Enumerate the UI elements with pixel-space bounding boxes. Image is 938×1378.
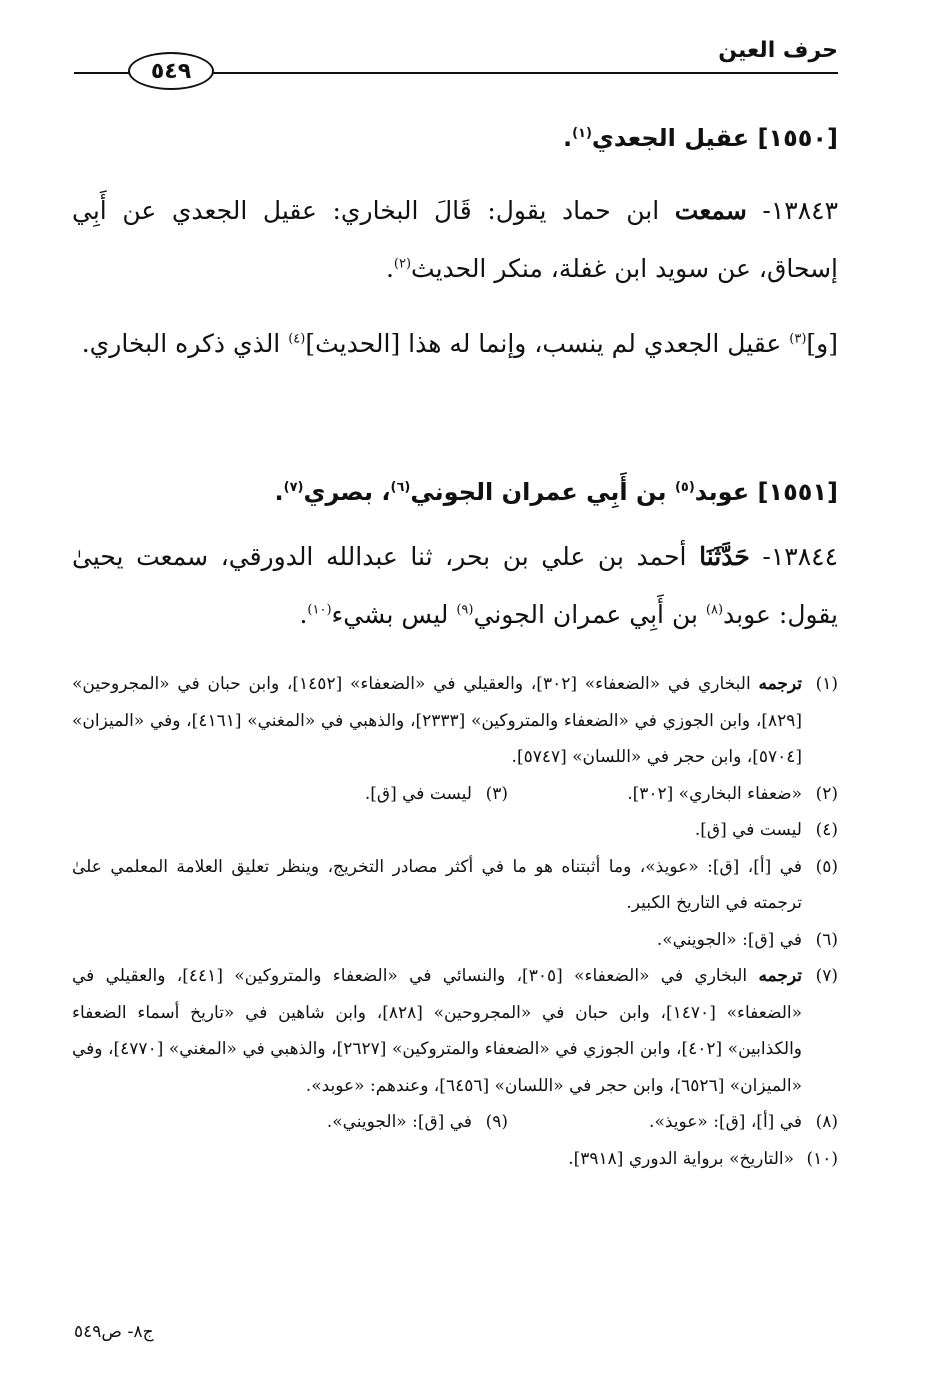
footnote-ref: (٨) [705,602,724,618]
footnote-6 [72,922,838,959]
footnote-text: في [أ]، [ق]: «عويذ»، وما أثبتناه هو ما في أكثر مصادر التخريج، وينظر تعليق العلامة المعلمي علىٰ ترجمته في التاريخ الكبير. [72,856,802,913]
footnote-ref: (١٠) [307,602,332,618]
footnote-number: (٥) [815,856,838,877]
footnote-ref: (٣) [789,331,807,347]
page-number: ٥٤٩ [150,58,192,84]
footnote-7 [72,958,838,1104]
paragraph-text: بن أَبِي عمران الجوني [473,600,698,629]
chapter-title: حرف العين [718,38,838,63]
paragraph-end: . [299,600,308,629]
entry-heading-1550: [١٥٥٠] عقيل الجعدي$^{(١)}$. [562,124,838,152]
footnote-number: (٦) [815,929,838,950]
footnote-4 [72,812,838,849]
entry-heading-1551 [72,478,838,506]
footnote-lead: ترجمه [758,966,802,986]
hadith-paragraph-13844 [72,528,838,644]
bracket-prefix: [و] [806,329,838,358]
footnote-number: (٧) [815,966,838,986]
footnote-text: «التاريخ» برواية الدوري [٣٩١٨]. [568,1148,794,1169]
footnote-number: (٨) [815,1112,838,1132]
footnote-3 [178,776,508,813]
footnote-pair-8-9 [72,1104,838,1141]
entry-name-cont: بن أَبِي عمران الجوني [410,478,667,506]
paragraph-end: . [385,254,394,283]
footnote-9 [178,1104,508,1141]
footnote-ref: (٩) [456,602,474,618]
footnote-number: (١٠) [806,1148,838,1169]
hadith-number: ١٣٨٤٣- [762,196,838,225]
footnote-text: «ضعفاء البخاري» [٣٠٢]. [627,783,802,804]
footnote-text: ليست في [ق]. [694,820,802,840]
footnotes [72,666,838,1177]
entry-id: [١٥٥٠] [757,124,838,152]
footnote-text: البخاري في «الضعفاء» [٣٠٢]، والعقيلي في «الضعفاء» [١٤٥٢]، وابن حبان في «المجروحين» [٨٢٩]، وابن الجوزي في «الضعفاء والمتروكين» [٢٣٣٣]، والذهبي في «المغني» [٤١٦١]، وفي «الميزان» [٥٧٠٤]، وابن حجر في «اللسان» [٥٧٤٧]. [72,674,803,767]
commentary-paragraph [72,306,838,382]
footnote-ref: (٧) [283,480,304,495]
footnote-10 [72,1141,838,1178]
narration-keyword: حَدَّثَنَا [699,542,750,571]
footnote-number: (٢) [815,783,838,804]
footnote-ref: (٢) [393,256,412,272]
footnote-8 [508,1104,838,1141]
entry-name: عوبد [694,478,750,506]
footnote-1 [72,666,838,776]
heading-end: . [274,478,284,506]
paragraph-text: عقيل الجعدي لم ينسب، وإنما له هذا [الحديث] [305,329,782,358]
footnote-lead: ترجمه [758,674,803,694]
footnote-ref: (٤) [288,331,306,347]
paragraph-text: ليس بشيء [331,600,449,629]
hadith-number: ١٣٨٤٤- [762,542,838,571]
page-number-badge [128,52,214,90]
footnote-text: في [ق]: «الجويني». [326,1112,472,1132]
footnote-2 [508,776,838,813]
narration-keyword: سمعت [674,196,747,225]
entry-place: ، بصري [303,478,391,506]
paragraph-text: ابن حماد يقول: قَالَ البخاري: عقيل الجعدي عن أَبِي إسحاق، عن سويد ابن غفلة، منكر الحديث [72,196,838,283]
footnote-number: (٤) [815,820,838,840]
footnote-5 [72,849,838,922]
footnote-ref: (٥) [674,480,695,495]
footnote-text: ليست في [ق]. [364,783,472,804]
footnote-number: (١) [815,674,838,694]
entry-id: [١٥٥١] [757,478,838,506]
footnote-ref: (٦) [390,480,411,495]
entry-name: عقيل الجعدي [591,124,750,152]
footnote-text: في [أ]، [ق]: «عويذ». [649,1112,802,1132]
hadith-paragraph-13843 [72,182,838,298]
paragraph-text: الذي ذكره البخاري. [81,329,281,358]
footnote-text: في [ق]: «الجويني». [656,929,802,950]
footnote-number: (٣) [485,783,508,804]
volume-page-reference: ج٨- ص٥٤٩ [74,1322,154,1342]
footnote-number: (٩) [485,1112,508,1132]
footnote-ref: (١) [572,126,592,141]
footnote-text: البخاري في «الضعفاء» [٣٠٥]، والنسائي في «الضعفاء والمتروكين» [٤٤١]، والعقيلي في «الضعفاء» [١٤٧٠]، وابن حبان في «المجروحين» [٨٢٨]، وابن شاهين في «تاريخ أسماء الضعفاء والكذابين» [٤٠٢]، وابن الجوزي في «الضعفاء والمتروكين» [٢٦٢٧]، والذهبي في «المغني» [٤٧٧٠]، وفي «الميزان» [٦٥٢٦]، وابن حجر في «اللسان» [٦٤٥٦]، وعندهم: «عوبد». [72,966,803,1096]
paragraph-text: أحمد بن علي بن بحر، ثنا عبدالله الدورقي، سمعت يحيىٰ يقول: عوبد [72,542,838,629]
footnote-pair-2-3 [72,776,838,813]
